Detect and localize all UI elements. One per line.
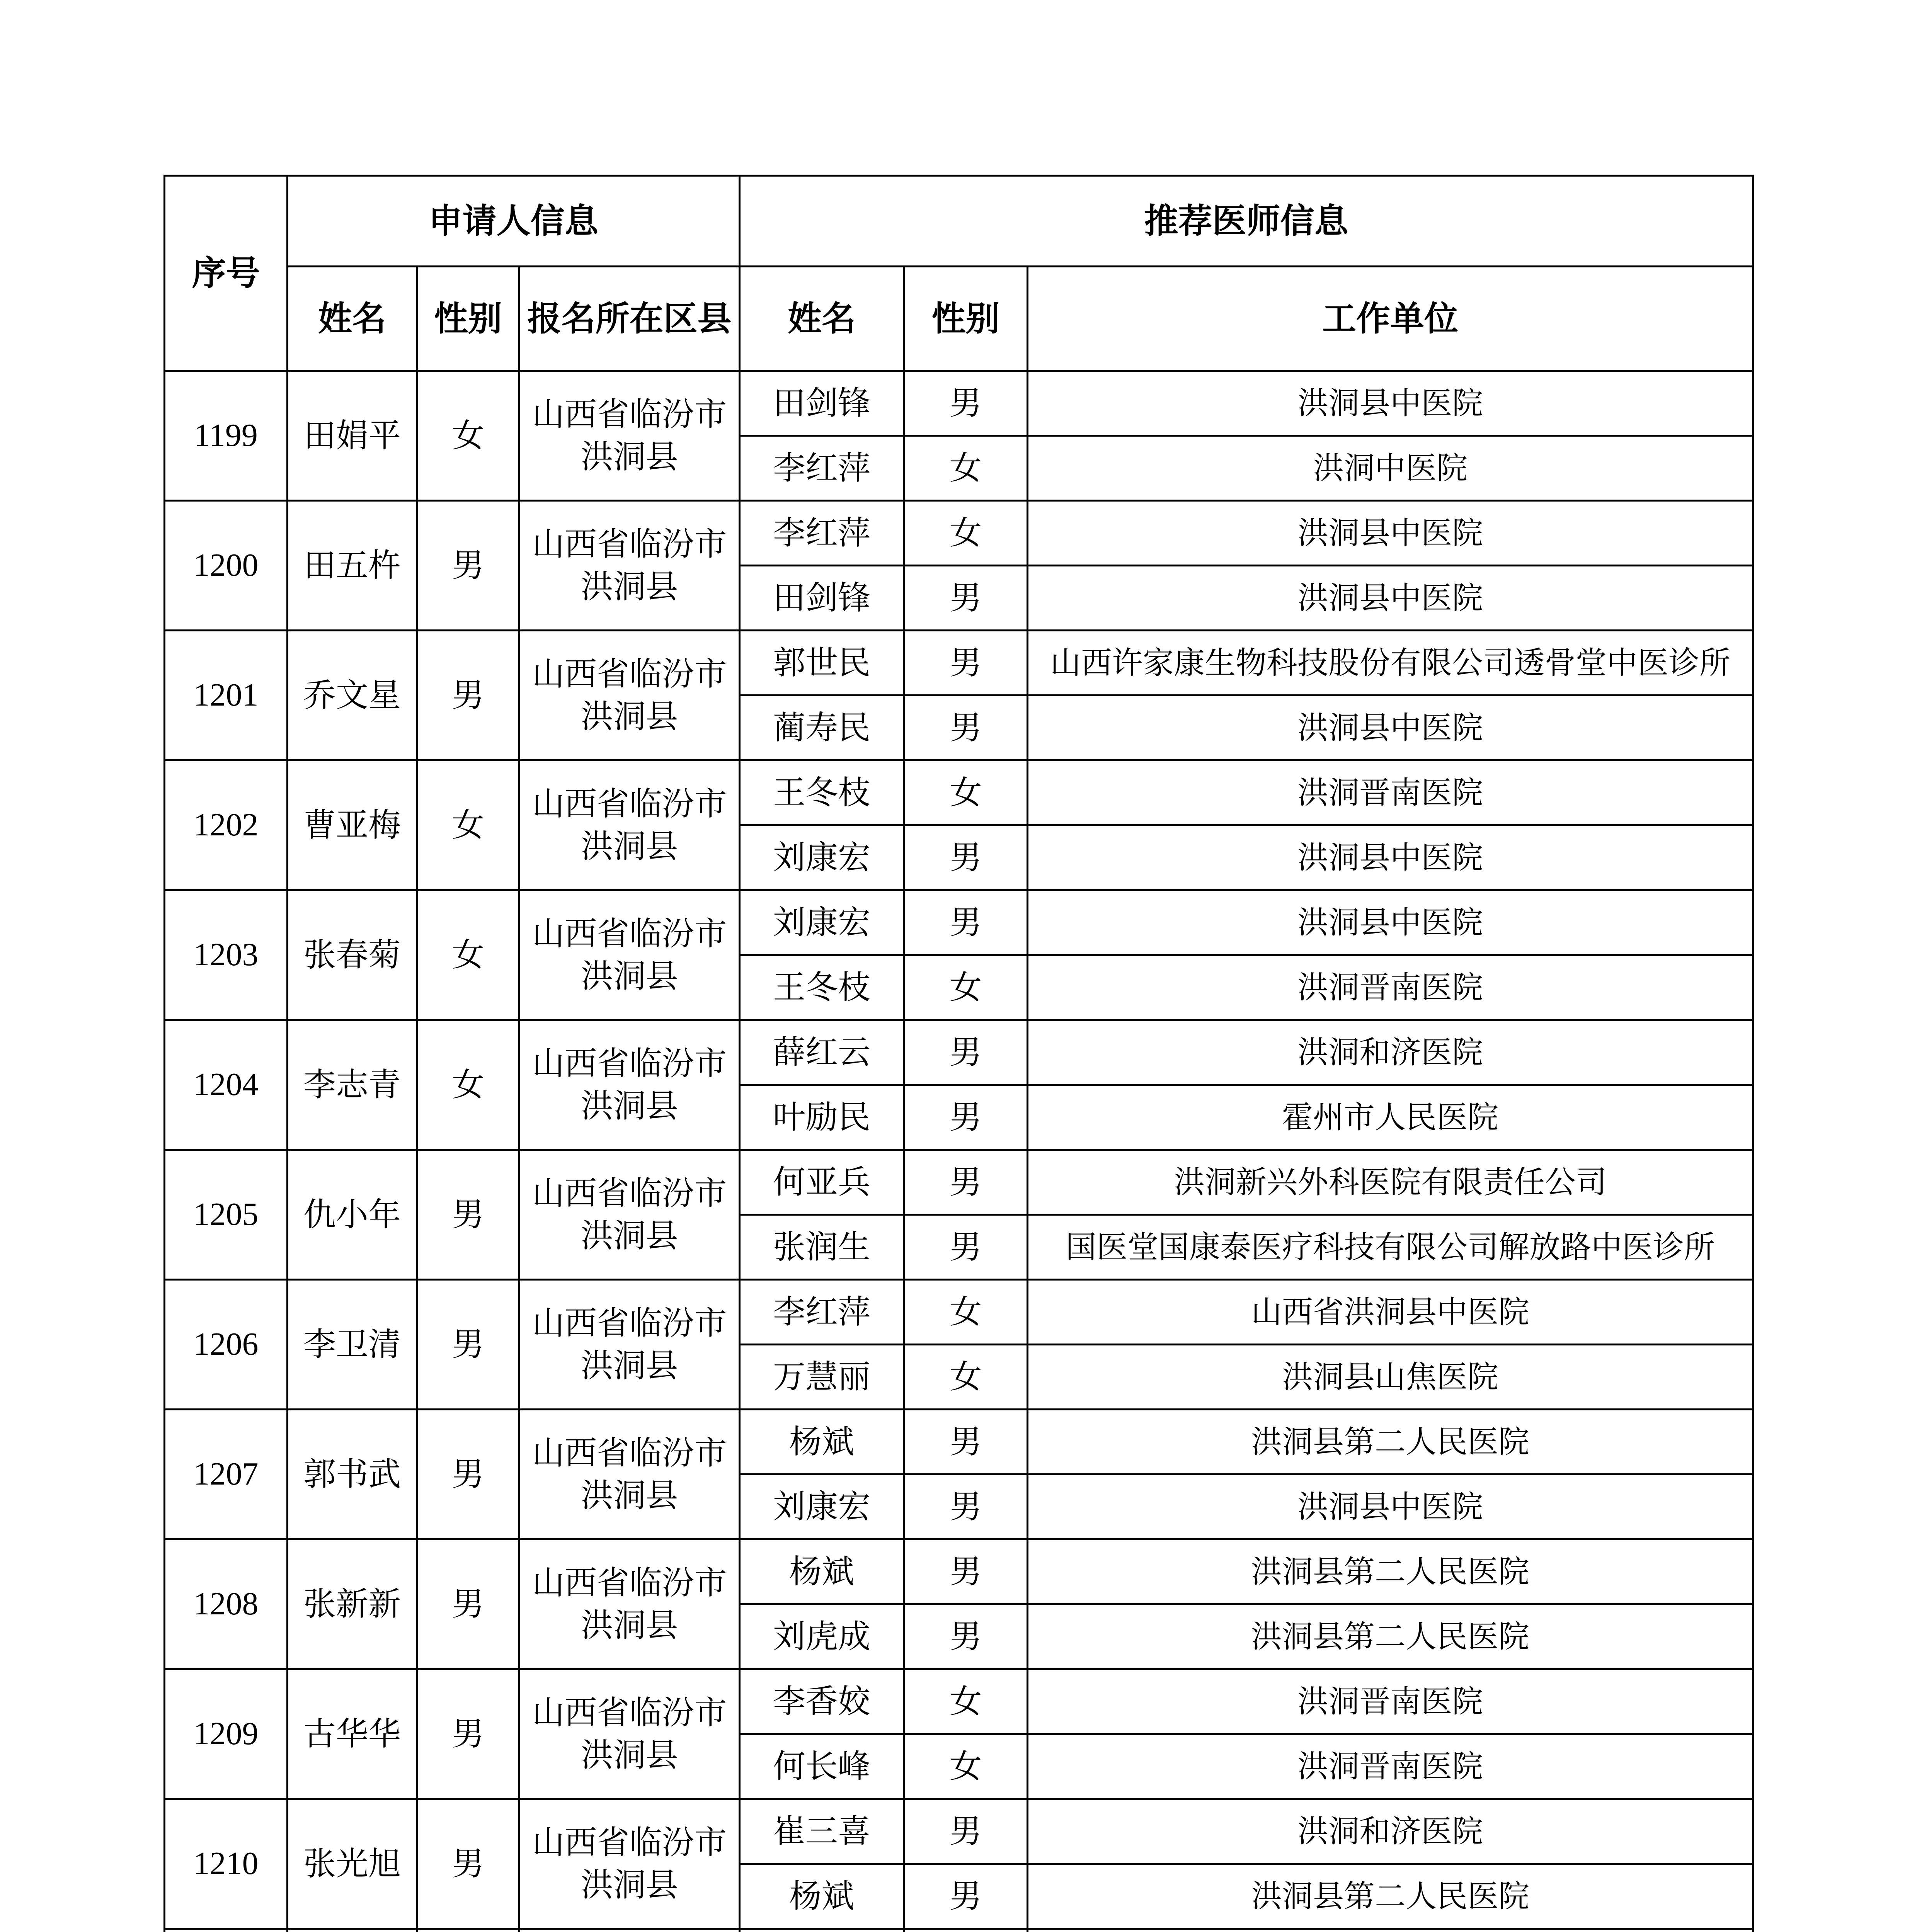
doctor-gender: 男 [904,371,1028,436]
doctor-gender: 女 [904,955,1028,1020]
applicant-seq: 1202 [165,760,288,890]
applicant-gender: 女 [417,371,519,501]
doctor-unit: 洪洞县中医院 [1028,1475,1753,1539]
applicant-gender: 男 [417,631,519,760]
doctor-name: 李红萍 [740,436,904,501]
table-row [165,501,1753,566]
doctor-unit: 洪洞晋南医院 [1028,1669,1753,1734]
doctor-name: 田剑锋 [740,566,904,631]
doctor-gender: 男 [904,696,1028,760]
header-seq: 序号 [165,176,288,371]
doctor-gender: 女 [904,1345,1028,1410]
table-row [165,1799,1753,1864]
applicant-seq: 1204 [165,1020,288,1150]
doctor-gender: 男 [904,1150,1028,1215]
table-row [165,1410,1753,1475]
applicant-name: 田娟平 [288,371,417,501]
doctor-unit: 洪洞晋南医院 [1028,760,1753,825]
applicant-seq: 1200 [165,501,288,631]
doctor-gender: 男 [904,1215,1028,1280]
applicant-seq: 1203 [165,890,288,1020]
applicant-gender: 男 [417,1280,519,1410]
applicant-county: 山西省临汾市洪洞县 [519,1150,740,1280]
applicant-name: 仇小年 [288,1150,417,1280]
applicant-name: 张新新 [288,1539,417,1669]
doctor-unit: 洪洞县中医院 [1028,566,1753,631]
header-doctor-name: 姓名 [740,267,904,371]
doctor-unit: 山西省洪洞县中医院 [1028,1280,1753,1345]
doctor-unit: 洪洞县中医院 [1028,825,1753,890]
applicant-name: 李卫清 [288,1280,417,1410]
applicant-county: 山西省临汾市洪洞县 [519,1020,740,1150]
doctor-gender: 女 [904,501,1028,566]
applicant-seq: 1206 [165,1280,288,1410]
doctor-gender: 男 [904,1020,1028,1085]
doctor-unit [1028,1929,1753,1932]
applicant-seq [165,1929,288,1932]
table-row [165,631,1753,696]
doctor-name: 田剑锋 [740,371,904,436]
applicant-seq: 1199 [165,371,288,501]
doctor-unit: 洪洞县第二人民医院 [1028,1864,1753,1929]
applicant-gender: 女 [417,1020,519,1150]
doctor-gender: 男 [904,890,1028,955]
applicant-county: 山西省临汾市洪洞县 [519,1669,740,1799]
table-row [165,1150,1753,1215]
doctor-name: 刘虎成 [740,1604,904,1669]
doctor-unit: 洪洞县山焦医院 [1028,1345,1753,1410]
doctor-name: 何亚兵 [740,1150,904,1215]
applicant-seq: 1209 [165,1669,288,1799]
applicant-gender: 男 [417,1669,519,1799]
applicant-seq: 1210 [165,1799,288,1929]
doctor-name: 张润生 [740,1215,904,1280]
doctor-name: 薛红云 [740,1020,904,1085]
doctor-gender: 男 [904,1864,1028,1929]
applicant-seq: 1205 [165,1150,288,1280]
applicant-county: 山西省临汾市洪洞县 [519,1539,740,1669]
doctor-unit: 洪洞和济医院 [1028,1799,1753,1864]
doctor-unit: 洪洞县第二人民医院 [1028,1604,1753,1669]
doctor-name: 万慧丽 [740,1345,904,1410]
doctor-unit: 洪洞新兴外科医院有限责任公司 [1028,1150,1753,1215]
applicant-seq: 1201 [165,631,288,760]
table-row [165,1669,1753,1734]
applicant-county: 山西省临汾市洪洞县 [519,890,740,1020]
header-applicant-county: 报名所在区县 [519,267,740,371]
doctor-gender: 女 [904,1669,1028,1734]
doctor-gender: 男 [904,1085,1028,1150]
header-applicant-group: 申请人信息 [288,176,740,267]
doctor-gender [904,1929,1028,1932]
table-row [165,1020,1753,1085]
doctor-name: 崔三喜 [740,1799,904,1864]
applicant-gender: 男 [417,1150,519,1280]
doctor-unit: 洪洞县第二人民医院 [1028,1410,1753,1475]
applicant-name: 曹亚梅 [288,760,417,890]
applicant-county: 山西省临汾市洪洞县 [519,1410,740,1539]
applicant-name: 古华华 [288,1669,417,1799]
applicant-seq: 1208 [165,1539,288,1669]
applicant-name: 张光旭 [288,1799,417,1929]
applicant-name: 乔文星 [288,631,417,760]
applicant-county [519,1929,740,1932]
doctor-unit: 洪洞县中医院 [1028,890,1753,955]
doctor-name: 刘康宏 [740,825,904,890]
doctor-name: 王冬枝 [740,760,904,825]
applicant-county: 山西省临汾市洪洞县 [519,1799,740,1929]
doctor-name: 刘康宏 [740,1475,904,1539]
doctor-name: 叶励民 [740,1085,904,1150]
doctor-name: 蔺寿民 [740,696,904,760]
table-row [165,371,1753,436]
header-doctor-group: 推荐医师信息 [740,176,1753,267]
doctor-gender: 男 [904,1410,1028,1475]
doctor-unit: 洪洞晋南医院 [1028,955,1753,1020]
table-row [165,890,1753,955]
applicant-gender [417,1929,519,1932]
doctor-unit: 山西许家康生物科技股份有限公司透骨堂中医诊所 [1028,631,1753,696]
doctor-gender: 男 [904,1604,1028,1669]
doctor-gender: 男 [904,1475,1028,1539]
applicant-county: 山西省临汾市洪洞县 [519,501,740,631]
table-row [165,760,1753,825]
header-applicant-name: 姓名 [288,267,417,371]
table-body [165,371,1753,1932]
doctor-name: 李红萍 [740,1280,904,1345]
doctor-unit: 洪洞县中医院 [1028,501,1753,566]
applicant-gender: 女 [417,890,519,1020]
doctor-gender: 女 [904,760,1028,825]
applicant-gender: 男 [417,1410,519,1539]
doctor-unit: 霍州市人民医院 [1028,1085,1753,1150]
doctor-name: 何长峰 [740,1734,904,1799]
doctor-gender: 女 [904,1280,1028,1345]
applicant-name: 田五杵 [288,501,417,631]
table-row [165,1280,1753,1345]
applicant-county: 山西省临汾市洪洞县 [519,1280,740,1410]
doctor-gender: 男 [904,631,1028,696]
doctor-unit: 洪洞县中医院 [1028,696,1753,760]
doctor-unit: 国医堂国康泰医疗科技有限公司解放路中医诊所 [1028,1215,1753,1280]
doctor-name: 杨斌 [740,1410,904,1475]
applicant-name: 张春菊 [288,890,417,1020]
doctor-name: 李香姣 [740,1669,904,1734]
doctor-name: 王冬枝 [740,955,904,1020]
doctor-gender: 男 [904,566,1028,631]
doctor-gender: 女 [904,1734,1028,1799]
doctor-name: 郭世民 [740,631,904,696]
doctor-unit: 洪洞县第二人民医院 [1028,1539,1753,1604]
doctor-unit: 洪洞晋南医院 [1028,1734,1753,1799]
header-doctor-gender: 性别 [904,267,1028,371]
doctor-unit: 洪洞和济医院 [1028,1020,1753,1085]
applicant-county: 山西省临汾市洪洞县 [519,371,740,501]
applicant-county: 山西省临汾市洪洞县 [519,631,740,760]
doctor-name: 杨斌 [740,1864,904,1929]
applicant-gender: 男 [417,1799,519,1929]
table-row [165,1929,1753,1932]
applicant-county: 山西省临汾市洪洞县 [519,760,740,890]
doctor-name: 杨斌 [740,1539,904,1604]
applicant-name [288,1929,417,1932]
doctor-gender: 男 [904,1539,1028,1604]
applicant-gender: 男 [417,1539,519,1669]
table-row [165,1539,1753,1604]
doctor-gender: 女 [904,436,1028,501]
doctor-gender: 男 [904,1799,1028,1864]
doctor-gender: 男 [904,825,1028,890]
applicant-gender: 男 [417,501,519,631]
applicant-name: 郭书武 [288,1410,417,1539]
doctor-name: 李红萍 [740,501,904,566]
applicant-name: 李志青 [288,1020,417,1150]
recommendation-table [163,175,1754,1932]
doctor-unit: 洪洞中医院 [1028,436,1753,501]
doctor-name [740,1929,904,1932]
header-doctor-unit: 工作单位 [1028,267,1753,371]
doctor-unit: 洪洞县中医院 [1028,371,1753,436]
applicant-seq: 1207 [165,1410,288,1539]
applicant-gender: 女 [417,760,519,890]
doctor-name: 刘康宏 [740,890,904,955]
header-applicant-gender: 性别 [417,267,519,371]
